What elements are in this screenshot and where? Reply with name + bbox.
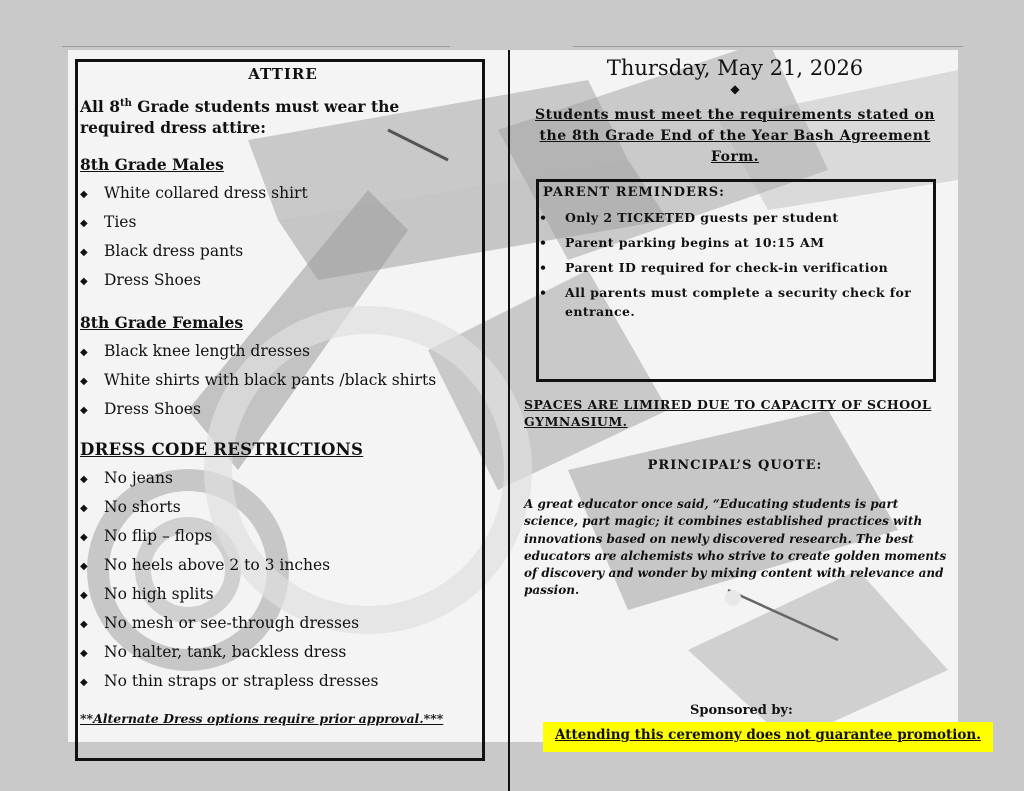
center-divider — [508, 50, 510, 791]
diamond-bullet-icon: ◆ — [80, 473, 88, 485]
capacity-notice: SPACES ARE LIMIRED DUE TO CAPACITY OF SCHOOL GYMNASIUM. — [524, 397, 932, 429]
diamond-bullet-icon: ◆ — [80, 589, 88, 601]
diamond-bullet-icon: ◆ — [80, 647, 88, 659]
list-item: • All parents must complete a security check for entrance. — [539, 283, 929, 321]
list-item: ◆ No halter, tank, backless dress — [80, 638, 485, 667]
males-heading: 8th Grade Males — [80, 155, 224, 174]
diamond-bullet-icon: ◆ — [80, 502, 88, 514]
list-item: ◆ Dress Shoes — [80, 395, 485, 424]
diamond-bullet-icon: ◆ — [80, 275, 88, 287]
diamond-bullet-icon: ◆ — [80, 618, 88, 630]
list-item: ◆ White collared dress shirt — [80, 179, 485, 208]
diamond-bullet-icon: ◆ — [80, 346, 88, 358]
attire-intro: All 8th Grade students must wear the required dress attire: — [80, 97, 400, 138]
females-heading: 8th Grade Females — [80, 313, 244, 332]
diamond-bullet-icon: ◆ — [80, 217, 88, 229]
diamond-bullet-icon: ◆ — [80, 246, 88, 258]
alternate-dress-note: **Alternate Dress options require prior approval.*** — [80, 711, 444, 726]
list-item: ◆ No mesh or see-through dresses — [80, 609, 485, 638]
females-list — [80, 337, 485, 424]
list-item: ◆ No high splits — [80, 580, 485, 609]
top-rule-left — [62, 46, 450, 47]
list-item: • Only 2 TICKETED guests per student — [539, 208, 929, 227]
diamond-bullet-icon: ◆ — [80, 375, 88, 387]
list-item: ◆ No jeans — [80, 464, 485, 493]
males-list — [80, 179, 485, 295]
promotion-banner-text: Attending this ceremony does not guarantee promotion. — [555, 727, 981, 743]
list-item: ◆ No heels above 2 to 3 inches — [80, 551, 485, 580]
diamond-bullet-icon: ◆ — [80, 560, 88, 572]
requirements-notice: Students must meet the requirements stated on the 8th Grade End of the Year Bash Agreement Form. — [535, 107, 935, 165]
list-item: • Parent parking begins at 10:15 AM — [539, 233, 929, 252]
list-item: ◆ Dress Shoes — [80, 266, 485, 295]
list-item: ◆ Black dress pants — [80, 237, 485, 266]
diamond-bullet-icon: ◆ — [80, 531, 88, 543]
diamond-bullet-icon: ◆ — [80, 404, 88, 416]
list-item: ◆ Black knee length dresses — [80, 337, 485, 366]
top-rule-right — [573, 46, 963, 47]
principal-quote-title: PRINCIPAL’S QUOTE: — [647, 458, 823, 473]
diamond-bullet-icon: ◆ — [80, 188, 88, 200]
diamond-ornament-icon: ◆ — [730, 82, 740, 96]
principal-quote-text: A great educator once said, “Educating students is part science, part magic; it combines established practices with innovations based on newly discovered research. The best educators are alchemists who strive to create golden moments of discovery and wonder by mixing content with relevance and passion. — [524, 497, 947, 598]
list-item: ◆ No thin straps or strapless dresses — [80, 667, 485, 696]
list-item: ◆ No flip – flops — [80, 522, 485, 551]
list-item: ◆ Ties — [80, 208, 485, 237]
list-item: ◆ White shirts with black pants /black shirts — [80, 366, 485, 395]
sponsored-by-label: Sponsored by: — [690, 703, 793, 718]
list-item: ◆ No shorts — [80, 493, 485, 522]
restrictions-list — [80, 464, 485, 696]
parent-reminders-title: PARENT REMINDERS: — [543, 185, 725, 200]
diamond-bullet-icon: ◆ — [80, 676, 88, 688]
event-date: Thursday, May 21, 2026 — [606, 56, 864, 80]
restrictions-heading: DRESS CODE RESTRICTIONS — [80, 440, 364, 459]
attire-title: ATTIRE — [248, 65, 318, 83]
list-item: • Parent ID required for check-in verification — [539, 258, 929, 277]
parent-reminders-list — [539, 208, 929, 327]
